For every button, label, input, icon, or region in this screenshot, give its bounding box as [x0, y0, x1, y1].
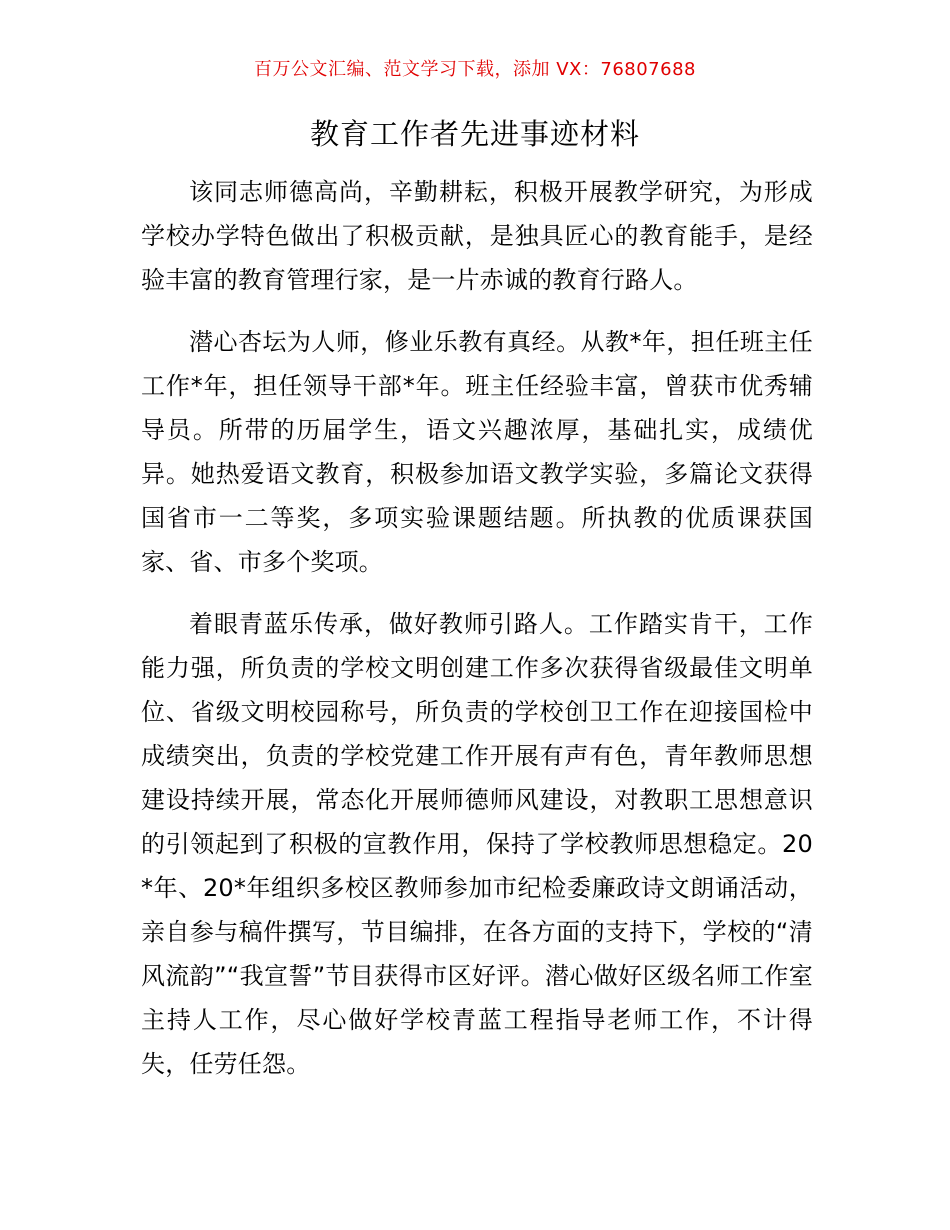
document-title: 教育工作者先进事迹材料 — [309, 117, 640, 151]
header-contact-note: 百万公文汇编、范文学习下载，添加 VX：76807688 — [254, 59, 696, 80]
paragraph-intro: 该同志师德高尚，辛勤耕耘，积极开展教学研究，为形成学校办学特色做出了积极贡献，是独具匠心的教育能手，是经验丰富的教育管理行家，是一片赤诚的教育行路人。 — [141, 178, 813, 294]
paragraph-mentoring: 着眼青蓝乐传承，做好教师引路人。工作踏实肯干，工作能力强，所负责的学校文明创建工作多次获得省级最佳文明单位、省级文明校园称号，所负责的学校创卫工作在迎接国检中成绩突出，负责的学校党建工作开展有声有色，青年教师思想建设持续开展，常态化开展师德师风建设，对教职工思想意识的引领起到了积极的宣教作用，保持了学校教师思想稳定。20*年、20*年组织多校区教师参加市纪检委廉政诗文朗诵活动，亲自参与稿件撰写，节目编排，在各方面的支持下，学校的“清风流韵”“我宣誓”节目获得市区好评。潜心做好区级名师工作室主持人工作，尽心做好学校青蓝工程指导老师工作，不计得失，任劳任怨。 — [141, 610, 813, 1078]
document-body — [141, 170, 813, 1104]
paragraph-teaching: 潜心杏坛为人师，修业乐教有真经。从教*年，担任班主任工作*年，担任领导干部*年。班主任经验丰富，曾获市优秀辅导员。所带的历届学生，语文兴趣浓厚，基础扎实，成绩优异。她热爱语文教育，积极参加语文教学实验，多篇论文获得国省市一二等奖，多项实验课题结题。所执教的优质课获国家、省、市多个奖项。 — [141, 328, 813, 576]
